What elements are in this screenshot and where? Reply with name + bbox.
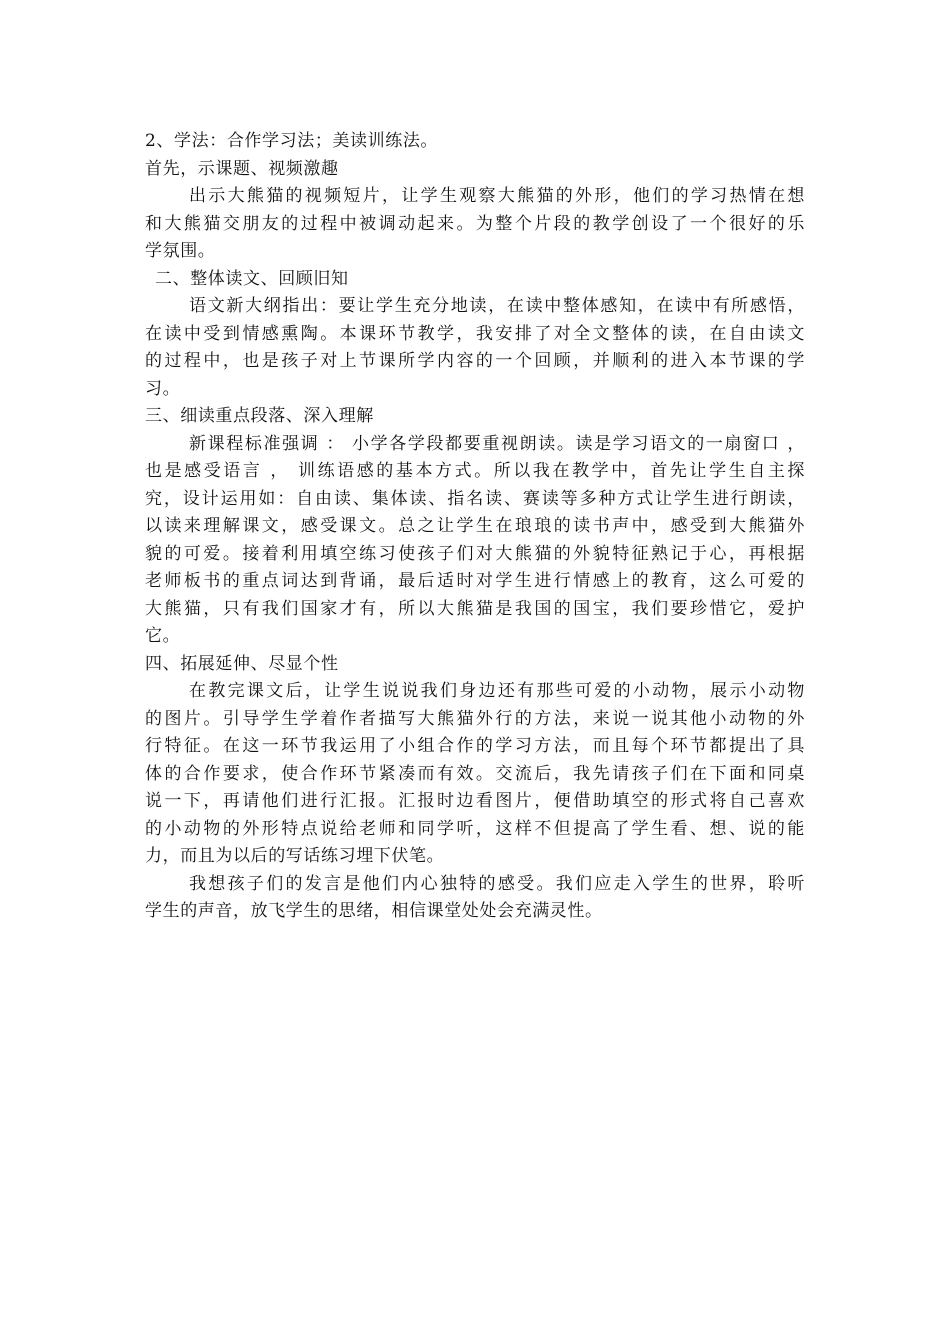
paragraph-line: 的图片。引导学生学着作者描写大熊猫外行的方法，来说一说其他小动物的外: [145, 708, 805, 729]
section-heading-intro: 首先，示课题、视频激趣: [145, 158, 339, 179]
paragraph-line: 体的合作要求，使合作环节紧凑而有效。交流后，我先请孩子们在下面和同桌: [145, 763, 805, 784]
paragraph-line: 学氛围。: [145, 241, 216, 261]
paragraph-line: 老师板书的重点词达到背诵，最后适时对学生进行情感上的教育，这么可爱的: [145, 571, 805, 591]
paragraph-line: 在教完课文后，让学生说说我们身边还有那些可爱的小动物，展示小动物: [189, 681, 805, 701]
paragraph-line: 它。: [145, 626, 181, 646]
paragraph-line: 以读来理解课文，感受课文。总之让学生在琅琅的读书声中，感受到大熊猫外: [145, 516, 805, 536]
paragraph-line: 我想孩子们的发言是他们内心独特的感受。我们应走入学生的世界，聆听: [189, 873, 805, 894]
section-heading-4: 四、拓展延伸、尽显个性: [145, 653, 339, 674]
paragraph-line: 究，设计运用如：自由读、集体读、指名读、赛读等多种方式让学生进行朗读，: [145, 488, 805, 509]
section-heading-2: 二、整体读文、回顾旧知: [155, 268, 349, 289]
paragraph-line: 学生的声音，放飞学生的思绪，相信课堂处处会充满灵性。: [145, 901, 603, 921]
paragraph-line: 的小动物的外形特点说给老师和同学听，这样不但提高了学生看、想、说的能: [145, 818, 805, 839]
paragraph-line: 语文新大纲指出：要让学生充分地读，在读中整体感知，在读中有所感悟，: [189, 296, 805, 316]
section-heading-3: 三、细读重点段落、深入理解: [145, 406, 374, 426]
document-page: [145, 128, 805, 926]
paragraph-line: 貌的可爱。接着利用填空练习使孩子们对大熊猫的外貌特征熟记于心，再根据: [145, 543, 805, 564]
paragraph-line: 新课程标准强调 ： 小学各学段都要重视朗读。读是学习语文的一扇窗口 ，: [189, 433, 805, 454]
paragraph-line: 大熊猫，只有我们国家才有，所以大熊猫是我国的国宝，我们要珍惜它，爱护: [145, 598, 805, 619]
paragraph-line: 说一下，再请他们进行汇报。汇报时边看图片，便借助填空的形式将自己喜欢: [145, 791, 805, 811]
paragraph-line: 行特征。在这一环节我运用了小组合作的学习方法，而且每个环节都提出了具: [145, 736, 805, 756]
paragraph-line: 习。: [145, 378, 181, 399]
paragraph-line: 和大熊猫交朋友的过程中被调动起来。为整个片段的教学创设了一个很好的乐: [145, 213, 805, 234]
paragraph-line: 出示大熊猫的视频短片，让学生观察大熊猫的外形，他们的学习热情在想: [189, 186, 805, 206]
paragraph-line: 力，而且为以后的写话练习埋下伏笔。: [145, 846, 445, 866]
paragraph-line: 在读中受到情感熏陶。本课环节教学，我安排了对全文整体的读，在自由读文: [145, 323, 805, 344]
paragraph-line: 也是感受语言 ， 训练语感的基本方式。所以我在教学中，首先让学生自主探: [145, 461, 805, 481]
method-line: 2、学法：合作学习法；美读训练法。: [145, 131, 439, 151]
paragraph-line: 的过程中，也是孩子对上节课所学内容的一个回顾，并顺利的进入本节课的学: [145, 351, 805, 371]
